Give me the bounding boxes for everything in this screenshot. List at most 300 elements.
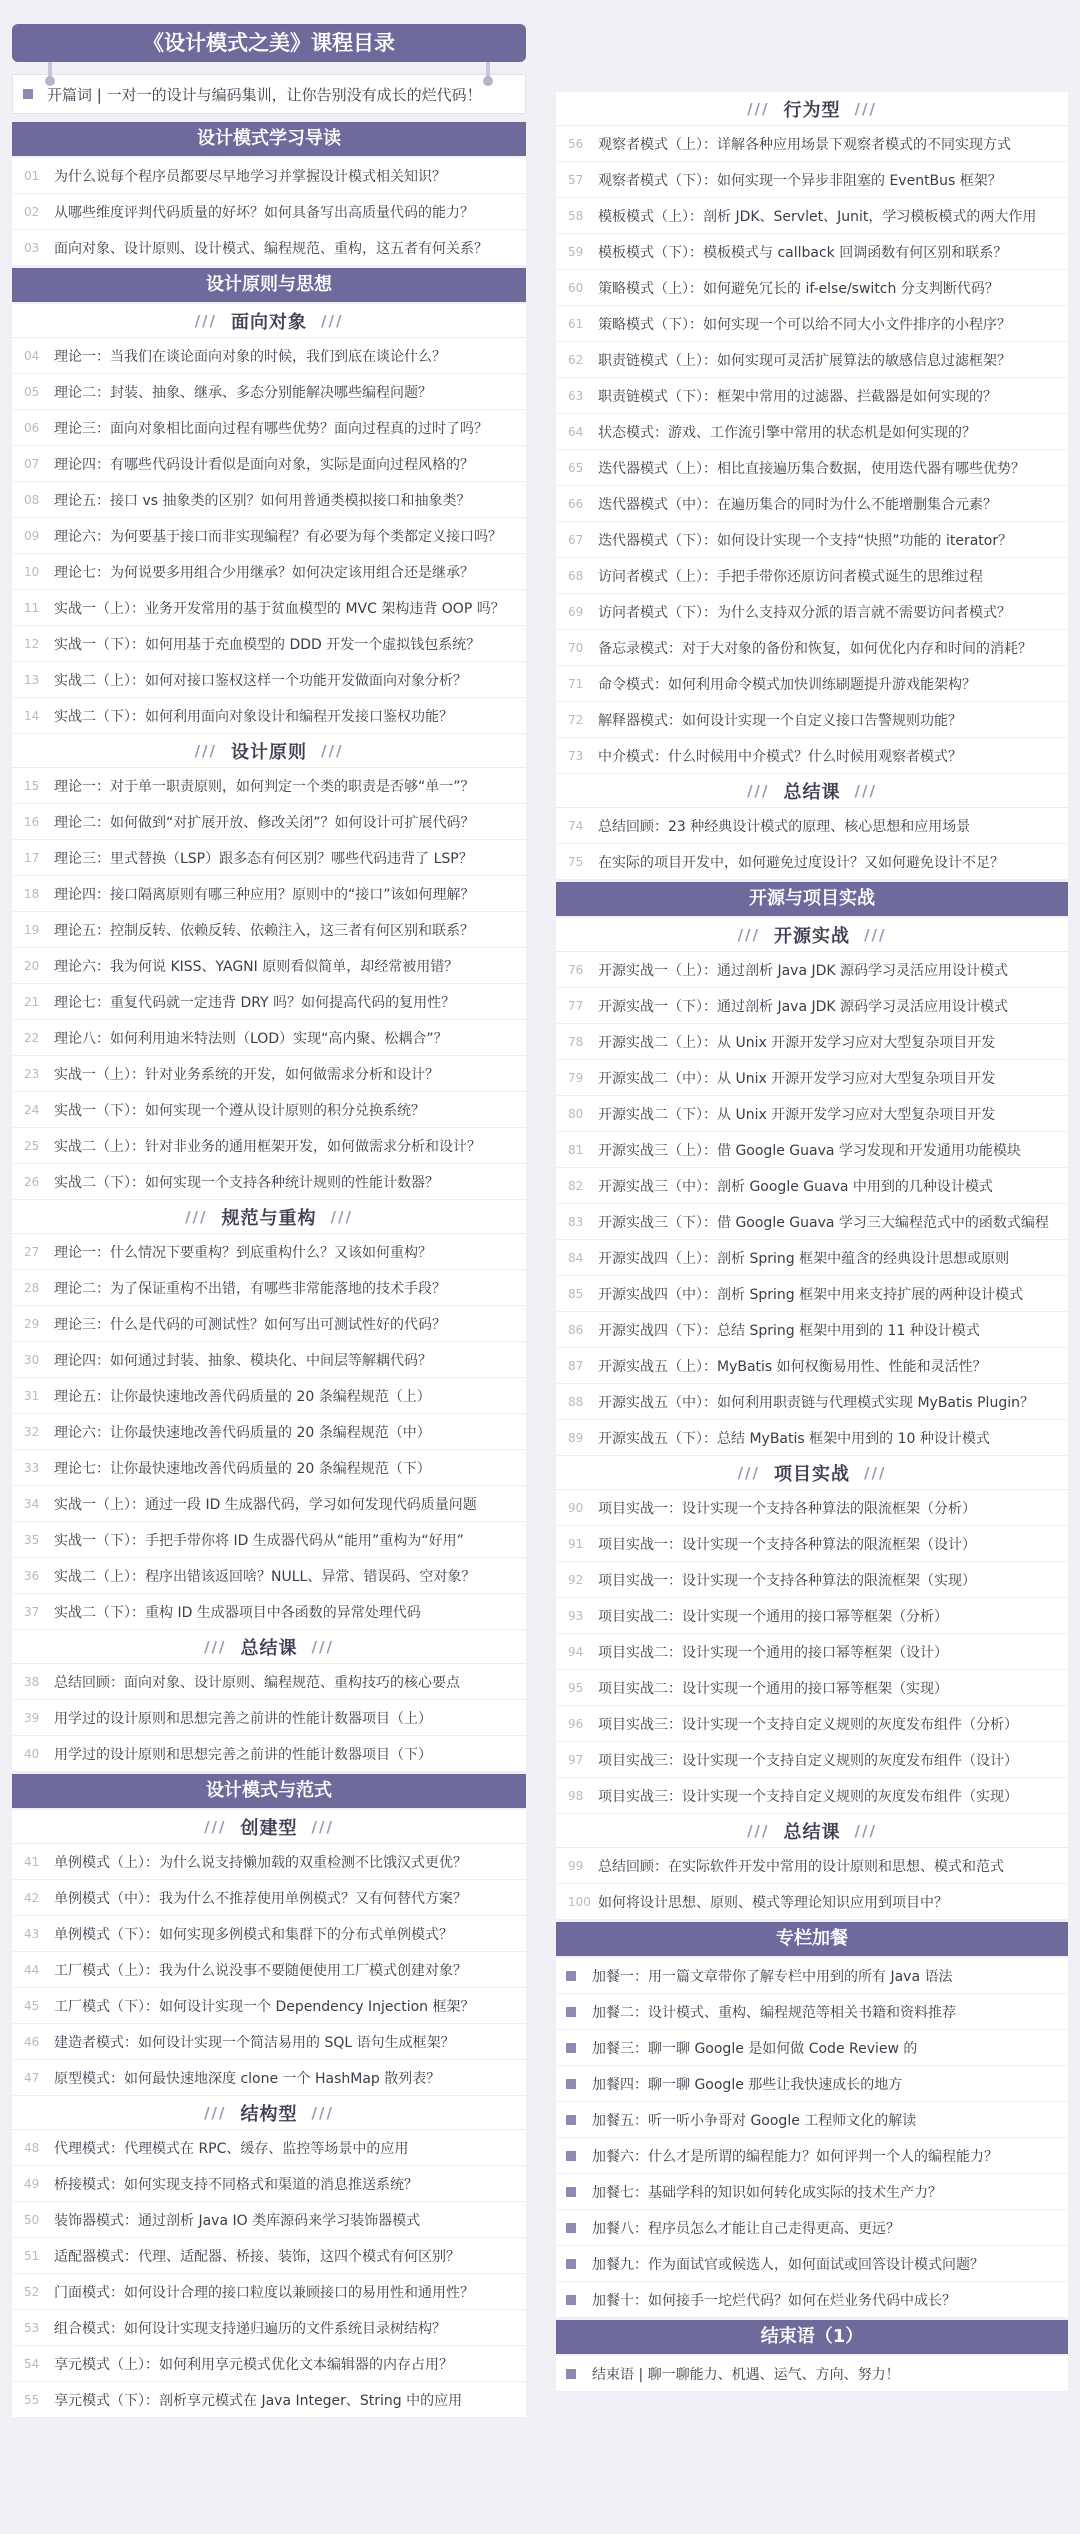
subsection-header [12, 2096, 526, 2130]
lesson-number: 93 [568, 1608, 584, 1623]
lesson-title: 组合模式：如何设计实现支持递归遍历的文件系统目录树结构？ [54, 2320, 446, 2337]
lesson-number: 12 [24, 636, 40, 651]
lesson-title: 职责链模式（上）：如何实现可灵活扩展算法的敏感信息过滤框架？ [598, 352, 1011, 369]
lesson-item[interactable] [12, 1558, 526, 1594]
lesson-number: 04 [24, 348, 40, 363]
lesson-title: 开源实战五（中）：如何利用职责链与代理模式实现 MyBatis Plugin？ [598, 1394, 1034, 1411]
extra-title: 加餐十：如何接手一坨烂代码？如何在烂业务代码中成长？ [592, 2292, 956, 2309]
right-sections [556, 92, 1068, 2392]
lesson-title: 工厂模式（下）：如何设计实现一个 Dependency Injection 框架？ [54, 1998, 475, 2015]
lesson-item[interactable] [12, 984, 526, 1020]
lesson-item[interactable] [556, 1706, 1068, 1742]
lesson-item[interactable] [556, 414, 1068, 450]
lesson-title: 单例模式（下）：如何实现多例模式和集群下的分布式单例模式？ [54, 1926, 453, 1943]
lesson-title: 如何将设计思想、原则、模式等理论知识应用到项目中？ [598, 1894, 948, 1911]
lesson-title: 项目实战二：设计实现一个通用的接口幂等框架（分析） [598, 1608, 948, 1625]
lesson-title: 访问者模式（上）：手把手带你还原访问者模式诞生的思维过程 [598, 568, 983, 585]
square-bullet-icon [566, 2079, 576, 2089]
lesson-item[interactable] [556, 1096, 1068, 1132]
lesson-number: 60 [568, 280, 584, 295]
lesson-number: 25 [24, 1138, 40, 1153]
lesson-number: 77 [568, 998, 584, 1013]
slash-decoration-icon: /// [854, 99, 877, 118]
subsection-label: 规范与重构 [221, 1207, 317, 1229]
lesson-number: 85 [568, 1286, 584, 1301]
lesson-item[interactable] [12, 912, 526, 948]
lesson-number: 23 [24, 1066, 40, 1081]
square-bullet-icon [566, 2295, 576, 2305]
subsection-label: 开源实战 [774, 925, 850, 947]
lesson-number: 46 [24, 2034, 40, 2049]
subsection-label: 总结课 [783, 781, 841, 803]
lesson-item[interactable] [12, 1414, 526, 1450]
lesson-number: 75 [568, 854, 584, 869]
lesson-item[interactable] [12, 1880, 526, 1916]
lesson-item[interactable] [556, 558, 1068, 594]
lesson-item[interactable] [556, 342, 1068, 378]
lesson-number: 61 [568, 316, 584, 331]
lesson-item[interactable] [12, 1378, 526, 1414]
subsection-header [12, 1810, 526, 1844]
lesson-item[interactable] [556, 844, 1068, 880]
lesson-item[interactable] [556, 1132, 1068, 1168]
lesson-item[interactable] [12, 1342, 526, 1378]
extra-item[interactable] [556, 2066, 1068, 2102]
square-bullet-icon [566, 2369, 576, 2379]
lesson-item[interactable] [12, 2310, 526, 2346]
lesson-item[interactable] [556, 1562, 1068, 1598]
subsection-label: 项目实战 [774, 1463, 850, 1485]
lesson-number: 22 [24, 1030, 40, 1045]
lesson-number: 34 [24, 1496, 40, 1511]
extra-item[interactable] [556, 2102, 1068, 2138]
lesson-item[interactable] [12, 840, 526, 876]
lesson-title: 理论八：如何利用迪米特法则（LOD）实现“高内聚、松耦合”？ [54, 1030, 448, 1047]
lesson-item[interactable] [12, 1522, 526, 1558]
lesson-number: 67 [568, 532, 584, 547]
lesson-item[interactable] [556, 1884, 1068, 1920]
lesson-number: 64 [568, 424, 584, 439]
lesson-item[interactable] [12, 1988, 526, 2024]
lesson-item[interactable] [556, 1490, 1068, 1526]
lesson-title: 理论一：当我们在谈论面向对象的时候，我们到底在谈论什么？ [54, 348, 446, 365]
lesson-number: 36 [24, 1568, 40, 1583]
section-bar: 专栏加餐 [556, 1922, 1068, 1956]
lesson-number: 53 [24, 2320, 40, 2335]
lesson-item[interactable] [556, 1024, 1068, 1060]
lesson-number: 80 [568, 1106, 584, 1121]
subsection-label: 面向对象 [231, 311, 307, 333]
lesson-item[interactable] [12, 876, 526, 912]
lesson-title: 理论二：如何做到“对扩展开放、修改关闭”？如何设计可扩展代码？ [54, 814, 475, 831]
lesson-title: 理论二：为了保证重构不出错，有哪些非常能落地的技术手段？ [54, 1280, 446, 1297]
lesson-item[interactable] [556, 1060, 1068, 1096]
lesson-item[interactable] [556, 198, 1068, 234]
lesson-item[interactable] [12, 410, 526, 446]
extra-item[interactable] [556, 2246, 1068, 2282]
page-title: 《设计模式之美》课程目录 [12, 24, 526, 62]
lesson-title: 理论二：封装、抽象、继承、多态分别能解决哪些编程问题？ [54, 384, 432, 401]
lesson-item[interactable] [12, 626, 526, 662]
lesson-title: 开源实战一（上）：通过剖析 Java JDK 源码学习灵活应用设计模式 [598, 962, 1009, 979]
lesson-item[interactable] [556, 378, 1068, 414]
lesson-item[interactable] [12, 1020, 526, 1056]
lesson-title: 项目实战二：设计实现一个通用的接口幂等框架（实现） [598, 1680, 948, 1697]
lesson-number: 43 [24, 1926, 40, 1941]
slash-decoration-icon: /// [311, 1637, 334, 1656]
lesson-title: 理论四：有哪些代码设计看似是面向对象，实际是面向过程风格的？ [54, 456, 474, 473]
lesson-item[interactable] [556, 1670, 1068, 1706]
lesson-title: 开源实战五（上）：MyBatis 如何权衡易用性、性能和灵活性？ [598, 1358, 987, 1375]
lesson-title: 策略模式（下）：如何实现一个可以给不同大小文件排序的小程序？ [598, 316, 1011, 333]
lesson-item[interactable] [556, 522, 1068, 558]
lesson-item[interactable] [12, 2060, 526, 2096]
extra-item[interactable] [556, 1994, 1068, 2030]
lesson-item[interactable] [12, 1092, 526, 1128]
lesson-number: 41 [24, 1854, 40, 1869]
lesson-title: 原型模式：如何最快速地深度 clone 一个 HashMap 散列表？ [54, 2070, 441, 2087]
lesson-item[interactable] [12, 1952, 526, 1988]
lesson-item[interactable] [556, 988, 1068, 1024]
lesson-item[interactable] [556, 1778, 1068, 1814]
lesson-item[interactable] [12, 2166, 526, 2202]
lesson-item[interactable] [556, 1742, 1068, 1778]
lesson-title: 理论一：对于单一职责原则，如何判定一个类的职责是否够“单一”？ [54, 778, 475, 795]
lesson-item[interactable] [12, 768, 526, 804]
lesson-item[interactable] [12, 1916, 526, 1952]
lesson-number: 05 [24, 384, 40, 399]
lesson-number: 20 [24, 958, 40, 973]
lesson-title: 状态模式：游戏、工作流引擎中常用的状态机是如何实现的？ [598, 424, 976, 441]
lesson-item[interactable] [12, 1270, 526, 1306]
lesson-item[interactable] [12, 2024, 526, 2060]
square-bullet-icon [23, 89, 33, 99]
lesson-item[interactable] [12, 518, 526, 554]
lesson-item[interactable] [556, 1312, 1068, 1348]
lesson-title: 总结回顾：在实际软件开发中常用的设计原则和思想、模式和范式 [598, 1858, 1004, 1875]
lesson-item[interactable] [12, 1164, 526, 1200]
lesson-title: 用学过的设计原则和思想完善之前讲的性能计数器项目（上） [54, 1710, 432, 1727]
lesson-number: 99 [568, 1858, 584, 1873]
extra-item[interactable] [556, 2356, 1068, 2392]
lesson-title: 实战一（上）：通过一段 ID 生成器代码，学习如何发现代码质量问题 [54, 1496, 477, 1513]
lesson-number: 47 [24, 2070, 40, 2085]
lesson-item[interactable] [556, 702, 1068, 738]
lesson-title: 开源实战一（下）：通过剖析 Java JDK 源码学习灵活应用设计模式 [598, 998, 1009, 1015]
lesson-title: 理论一：什么情况下要重构？到底重构什么？又该如何重构？ [54, 1244, 432, 1261]
slash-decoration-icon: /// [194, 741, 217, 760]
lesson-title: 理论七：让你最快速地改善代码质量的 20 条编程规范（下） [54, 1460, 431, 1477]
lesson-title: 理论七：为何说要多用组合少用继承？如何决定该用组合还是继承？ [54, 564, 474, 581]
lesson-item[interactable] [12, 374, 526, 410]
lesson-title: 访问者模式（下）：为什么支持双分派的语言就不需要访问者模式？ [598, 604, 1011, 621]
lesson-item[interactable] [12, 1128, 526, 1164]
section-bar: 设计原则与思想 [12, 268, 526, 302]
lesson-number: 97 [568, 1752, 584, 1767]
lesson-number: 50 [24, 2212, 40, 2227]
square-bullet-icon [566, 2187, 576, 2197]
intro-item[interactable]: 开篇词 | 一对一的设计与编码集训，让你告别没有成长的烂代码！ [12, 74, 526, 114]
lesson-number: 01 [24, 168, 40, 183]
lesson-item[interactable] [556, 1526, 1068, 1562]
lesson-number: 89 [568, 1430, 584, 1445]
lesson-item[interactable] [12, 1736, 526, 1772]
slash-decoration-icon: /// [185, 1207, 208, 1226]
lesson-number: 15 [24, 778, 40, 793]
lesson-title: 实战一（下）：如何用基于充血模型的 DDD 开发一个虚拟钱包系统？ [54, 636, 481, 653]
lesson-item[interactable] [556, 1348, 1068, 1384]
subsection-header [556, 92, 1068, 126]
lesson-title: 享元模式（上）：如何利用享元模式优化文本编辑器的内存占用？ [54, 2356, 453, 2373]
lesson-title: 开源实战三（上）：借 Google Guava 学习发现和开发通用功能模块 [598, 1142, 1021, 1159]
lesson-title: 理论六：为何要基于接口而非实现编程？有必要为每个类都定义接口吗？ [54, 528, 502, 545]
lesson-item[interactable] [12, 1700, 526, 1736]
lesson-title: 桥接模式：如何实现支持不同格式和渠道的消息推送系统？ [54, 2176, 418, 2193]
subsection-header [12, 734, 526, 768]
lesson-title: 理论六：我为何说 KISS、YAGNI 原则看似简单，却经常被用错？ [54, 958, 459, 975]
lesson-item[interactable] [12, 482, 526, 518]
lesson-number: 08 [24, 492, 40, 507]
lesson-number: 71 [568, 676, 584, 691]
slash-decoration-icon: /// [321, 311, 344, 330]
extra-item[interactable] [556, 2174, 1068, 2210]
lesson-item[interactable] [12, 804, 526, 840]
lesson-title: 实战一（上）：针对业务系统的开发，如何做需求分析和设计？ [54, 1066, 439, 1083]
lesson-number: 83 [568, 1214, 584, 1229]
lesson-title: 迭代器模式（上）：相比直接遍历集合数据，使用迭代器有哪些优势？ [598, 460, 1025, 477]
subsection-label: 结构型 [240, 2103, 298, 2125]
lesson-item[interactable] [12, 2202, 526, 2238]
subsection-label: 总结课 [783, 1821, 841, 1843]
lesson-number: 92 [568, 1572, 584, 1587]
lesson-title: 开源实战二（上）：从 Unix 开源开发学习应对大型复杂项目开发 [598, 1034, 996, 1051]
lesson-item[interactable] [12, 1594, 526, 1630]
lesson-number: 70 [568, 640, 584, 655]
lesson-number: 54 [24, 2356, 40, 2371]
lesson-item[interactable] [556, 952, 1068, 988]
lesson-item[interactable] [12, 230, 526, 266]
subsection-label: 设计原则 [231, 741, 307, 763]
lesson-title: 命令模式：如何利用命令模式加快训练刷题提升游戏能架构？ [598, 676, 976, 693]
lesson-number: 28 [24, 1280, 40, 1295]
lesson-number: 42 [24, 1890, 40, 1905]
lesson-number: 30 [24, 1352, 40, 1367]
lesson-title: 理论五：接口 vs 抽象类的区别？如何用普通类模拟接口和抽象类？ [54, 492, 471, 509]
lesson-item[interactable] [12, 1664, 526, 1700]
lesson-item[interactable] [556, 1420, 1068, 1456]
lesson-title: 理论三：面向对象相比面向过程有哪些优势？面向过程真的过时了吗？ [54, 420, 488, 437]
lesson-item[interactable] [12, 2346, 526, 2382]
lesson-number: 73 [568, 748, 584, 763]
lesson-number: 55 [24, 2392, 40, 2407]
lesson-item[interactable] [12, 948, 526, 984]
lesson-title: 项目实战二：设计实现一个通用的接口幂等框架（设计） [598, 1644, 948, 1661]
lesson-item[interactable] [12, 1450, 526, 1486]
extra-title: 加餐五：听一听小争哥对 Google 工程师文化的解读 [592, 2112, 917, 2129]
lesson-number: 14 [24, 708, 40, 723]
lesson-title: 迭代器模式（下）：如何设计实现一个支持“快照”功能的 iterator？ [598, 532, 1013, 549]
lesson-number: 27 [24, 1244, 40, 1259]
lesson-number: 69 [568, 604, 584, 619]
pin-icon [48, 62, 52, 84]
lesson-number: 79 [568, 1070, 584, 1085]
lesson-item[interactable] [12, 1486, 526, 1522]
subsection-header [12, 1630, 526, 1664]
lesson-number: 68 [568, 568, 584, 583]
lesson-title: 项目实战三：设计实现一个支持自定义规则的灰度发布组件（实现） [598, 1788, 1018, 1805]
lesson-title: 开源实战三（下）：借 Google Guava 学习三大编程范式中的函数式编程 [598, 1214, 1049, 1231]
lesson-number: 31 [24, 1388, 40, 1403]
lesson-number: 02 [24, 204, 40, 219]
lesson-item[interactable] [12, 2238, 526, 2274]
lesson-number: 17 [24, 850, 40, 865]
lesson-item[interactable] [556, 126, 1068, 162]
lesson-item[interactable] [556, 450, 1068, 486]
lesson-title: 实战一（上）：业务开发常用的基于贫血模型的 MVC 架构违背 OOP 吗？ [54, 600, 505, 617]
lesson-title: 开源实战二（下）：从 Unix 开源开发学习应对大型复杂项目开发 [598, 1106, 996, 1123]
lesson-number: 56 [568, 136, 584, 151]
extra-title: 加餐一：用一篇文章带你了解专栏中用到的所有 Java 语法 [592, 1968, 953, 1985]
lesson-title: 中介模式：什么时候用中介模式？什么时候用观察者模式？ [598, 748, 962, 765]
lesson-title: 开源实战四（上）：剖析 Spring 框架中蕴含的经典设计思想或原则 [598, 1250, 1010, 1267]
lesson-title: 实战二（上）：程序出错该返回啥？NULL、异常、错误码、空对象？ [54, 1568, 476, 1585]
extra-item[interactable] [556, 2030, 1068, 2066]
lesson-title: 项目实战三：设计实现一个支持自定义规则的灰度发布组件（分析） [598, 1716, 1018, 1733]
lesson-title: 迭代器模式（中）：在遍历集合的同时为什么不能增删集合元素？ [598, 496, 997, 513]
lesson-number: 95 [568, 1680, 584, 1695]
lesson-title: 面向对象、设计原则、设计模式、编程规范、重构，这五者有何关系？ [54, 240, 488, 257]
lesson-number: 62 [568, 352, 584, 367]
subsection-header [556, 1814, 1068, 1848]
lesson-title: 用学过的设计原则和思想完善之前讲的性能计数器项目（下） [54, 1746, 432, 1763]
lesson-item[interactable] [12, 338, 526, 374]
lesson-title: 观察者模式（下）：如何实现一个异步非阻塞的 EventBus 框架？ [598, 172, 1002, 189]
lesson-number: 87 [568, 1358, 584, 1373]
lesson-number: 07 [24, 456, 40, 471]
lesson-item[interactable] [12, 1056, 526, 1092]
lesson-item[interactable] [556, 594, 1068, 630]
section-bar: 设计模式与范式 [12, 1774, 526, 1808]
extra-item[interactable] [556, 2138, 1068, 2174]
lesson-title: 开源实战五（下）：总结 MyBatis 框架中用到的 10 种设计模式 [598, 1430, 990, 1447]
lesson-title: 实战二（上）：针对非业务的通用框架开发，如何做需求分析和设计？ [54, 1138, 481, 1155]
lesson-item[interactable] [556, 808, 1068, 844]
lesson-title: 总结回顾：面向对象、设计原则、编程规范、重构技巧的核心要点 [54, 1674, 460, 1691]
lesson-item[interactable] [556, 630, 1068, 666]
lesson-title: 为什么说每个程序员都要尽早地学习并掌握设计模式相关知识？ [54, 168, 446, 185]
lesson-item[interactable] [12, 2382, 526, 2418]
lesson-item[interactable] [12, 1306, 526, 1342]
square-bullet-icon [566, 2223, 576, 2233]
subsection-header [556, 918, 1068, 952]
lesson-item[interactable] [12, 662, 526, 698]
lesson-item[interactable] [12, 158, 526, 194]
slash-decoration-icon: /// [311, 2103, 334, 2122]
lesson-number: 58 [568, 208, 584, 223]
lesson-title: 建造者模式：如何设计实现一个简洁易用的 SQL 语句生成框架？ [54, 2034, 455, 2051]
lesson-item[interactable] [12, 1234, 526, 1270]
lesson-item[interactable] [556, 234, 1068, 270]
lesson-item[interactable] [556, 1384, 1068, 1420]
lesson-item[interactable] [12, 194, 526, 230]
lesson-number: 11 [24, 600, 40, 615]
lesson-number: 65 [568, 460, 584, 475]
lesson-number: 21 [24, 994, 40, 1009]
square-bullet-icon [566, 2259, 576, 2269]
lesson-item[interactable] [556, 270, 1068, 306]
extra-item[interactable] [556, 2210, 1068, 2246]
lesson-number: 57 [568, 172, 584, 187]
lesson-item[interactable] [556, 1276, 1068, 1312]
lesson-number: 81 [568, 1142, 584, 1157]
extra-title: 结束语 | 聊一聊能力、机遇、运气、方向、努力！ [592, 2366, 900, 2383]
lesson-item[interactable] [556, 306, 1068, 342]
slash-decoration-icon: /// [747, 1821, 770, 1840]
lesson-item[interactable] [556, 1634, 1068, 1670]
extra-item[interactable] [556, 1958, 1068, 1994]
lesson-item[interactable] [556, 486, 1068, 522]
lesson-number: 49 [24, 2176, 40, 2191]
lesson-title: 理论四：如何通过封装、抽象、模块化、中间层等解耦代码？ [54, 1352, 432, 1369]
lesson-item[interactable] [556, 1204, 1068, 1240]
slash-decoration-icon: /// [747, 99, 770, 118]
lesson-number: 48 [24, 2140, 40, 2155]
square-bullet-icon [566, 2007, 576, 2017]
lesson-title: 开源实战三（中）：剖析 Google Guava 中用到的几种设计模式 [598, 1178, 993, 1195]
subsection-label: 总结课 [240, 1637, 298, 1659]
lesson-title: 项目实战一：设计实现一个支持各种算法的限流框架（设计） [598, 1536, 976, 1553]
left-column [12, 0, 526, 2418]
lesson-title: 实战二（下）：如何利用面向对象设计和编程开发接口鉴权功能？ [54, 708, 453, 725]
lesson-item[interactable] [556, 738, 1068, 774]
lesson-item[interactable] [12, 446, 526, 482]
lesson-title: 实战二（下）：如何实现一个支持各种统计规则的性能计数器？ [54, 1174, 439, 1191]
lesson-title: 理论六：让你最快速地改善代码质量的 20 条编程规范（中） [54, 1424, 431, 1441]
lesson-item[interactable] [556, 1240, 1068, 1276]
lesson-number: 88 [568, 1394, 584, 1409]
lesson-item[interactable] [556, 1848, 1068, 1884]
extra-title: 加餐六：什么才是所谓的编程能力？如何评判一个人的编程能力？ [592, 2148, 998, 2165]
lesson-item[interactable] [556, 1168, 1068, 1204]
lesson-number: 09 [24, 528, 40, 543]
lesson-item[interactable] [556, 666, 1068, 702]
lesson-number: 44 [24, 1962, 40, 1977]
square-bullet-icon [566, 1971, 576, 1981]
lesson-title: 理论七：重复代码就一定违背 DRY 吗？如何提高代码的复用性？ [54, 994, 456, 1011]
lesson-number: 06 [24, 420, 40, 435]
section-bar: 结束语（1） [556, 2320, 1068, 2354]
extra-title: 加餐八：程序员怎么才能让自己走得更高、更远？ [592, 2220, 900, 2237]
lesson-item[interactable] [12, 590, 526, 626]
lesson-item[interactable] [12, 2274, 526, 2310]
lesson-item[interactable] [12, 2130, 526, 2166]
lesson-item[interactable] [12, 698, 526, 734]
lesson-number: 94 [568, 1644, 584, 1659]
lesson-number: 74 [568, 818, 584, 833]
left-sections [12, 122, 526, 2418]
lesson-item[interactable] [556, 1598, 1068, 1634]
lesson-number: 98 [568, 1788, 584, 1803]
slash-decoration-icon: /// [854, 781, 877, 800]
lesson-item[interactable] [12, 554, 526, 590]
lesson-item[interactable] [556, 162, 1068, 198]
extra-item[interactable] [556, 2282, 1068, 2318]
lesson-number: 86 [568, 1322, 584, 1337]
lesson-item[interactable] [12, 1844, 526, 1880]
subsection-header [556, 1456, 1068, 1490]
lesson-number: 19 [24, 922, 40, 937]
lesson-title: 从哪些维度评判代码质量的好坏？如何具备写出高质量代码的能力？ [54, 204, 474, 221]
